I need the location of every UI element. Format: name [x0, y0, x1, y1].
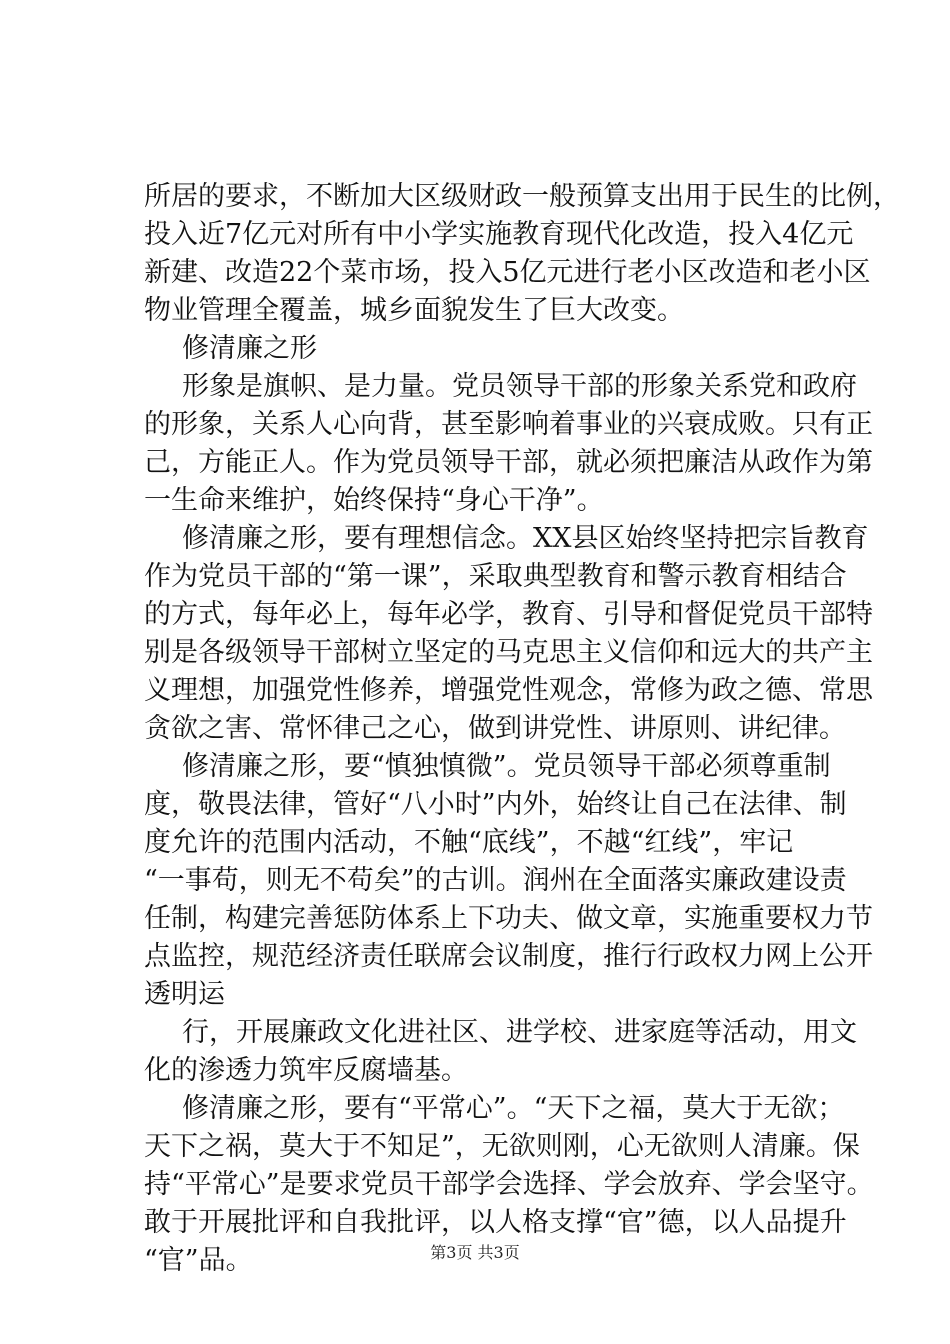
- body-line: 度，敬畏法律，管好“八小时”内外，始终让自己在法律、制: [144, 789, 847, 820]
- page-footer: [0, 1243, 950, 1263]
- body-line: 化的渗透力筑牢反腐墙基。: [144, 1055, 468, 1086]
- body-line: 天下之祸，莫大于不知足”，无欲则刚，心无欲则人清廉。保: [144, 1131, 860, 1162]
- body-line: 所居的要求，不断加大区级财政一般预算支出用于民生的比例，: [144, 181, 900, 212]
- paragraph-start-line: 形象是旗帜、是力量。党员领导干部的形象关系党和政府: [182, 371, 857, 402]
- body-line: 一生命来维护，始终保持“身心干净”。: [144, 485, 604, 516]
- section-heading: 修清廉之形: [182, 333, 317, 364]
- body-line: 点监控，规范经济责任联席会议制度，推行行政权力网上公开: [144, 941, 873, 972]
- page-number: 第3页 共3页: [430, 1243, 520, 1262]
- body-line: 的形象，关系人心向背，甚至影响着事业的兴衰成败。只有正: [144, 409, 873, 440]
- body-line: 持“平常心”是要求党员干部学会选择、学会放弃、学会坚守。: [144, 1169, 874, 1200]
- body-line: 贪欲之害、常怀律己之心，做到讲党性、讲原则、讲纪律。: [144, 713, 846, 744]
- paragraph-start-line: 行，开展廉政文化进社区、进学校、进家庭等活动，用文: [182, 1017, 857, 1048]
- body-line: 透明运: [144, 979, 225, 1010]
- paragraph-start-line: 修清廉之形，要有理想信念。XX县区始终坚持把宗旨教育: [182, 523, 869, 554]
- body-line: 己，方能正人。作为党员领导干部，就必须把廉洁从政作为第: [144, 447, 873, 478]
- body-line: 任制，构建完善惩防体系上下功夫、做文章，实施重要权力节: [144, 903, 873, 934]
- paragraph-start-line: 修清廉之形，要“慎独慎微”。党员领导干部必须尊重制: [182, 751, 831, 782]
- body-line: 别是各级领导干部树立坚定的马克思主义信仰和远大的共产主: [144, 637, 873, 668]
- body-line: 度允许的范围内活动，不触“底线”，不越“红线”，牢记: [144, 827, 794, 858]
- body-line: 新建、改造22个菜市场，投入5亿元进行老小区改造和老小区: [144, 257, 871, 288]
- body-line: “一事苟，则无不苟矣”的古训。润州在全面落实廉政建设责: [144, 865, 847, 896]
- body-line: 敢于开展批评和自我批评，以人格支撑“官”德，以人品提升: [144, 1207, 847, 1238]
- document-body: [144, 178, 900, 1280]
- body-line: 作为党员干部的“第一课”，采取典型教育和警示教育相结合: [144, 561, 847, 592]
- body-line: 义理想，加强党性修养，增强党性观念，常修为政之德、常思: [144, 675, 873, 706]
- paragraph-start-line: 修清廉之形，要有“平常心”。“天下之福，莫大于无欲；: [182, 1093, 845, 1124]
- body-line: 投入近7亿元对所有中小学实施教育现代化改造，投入4亿元: [144, 219, 854, 250]
- body-line: 物业管理全覆盖，城乡面貌发生了巨大改变。: [144, 295, 684, 326]
- body-line: 的方式，每年必上，每年必学，教育、引导和督促党员干部特: [144, 599, 873, 630]
- body-line: “官”品。: [144, 1245, 253, 1276]
